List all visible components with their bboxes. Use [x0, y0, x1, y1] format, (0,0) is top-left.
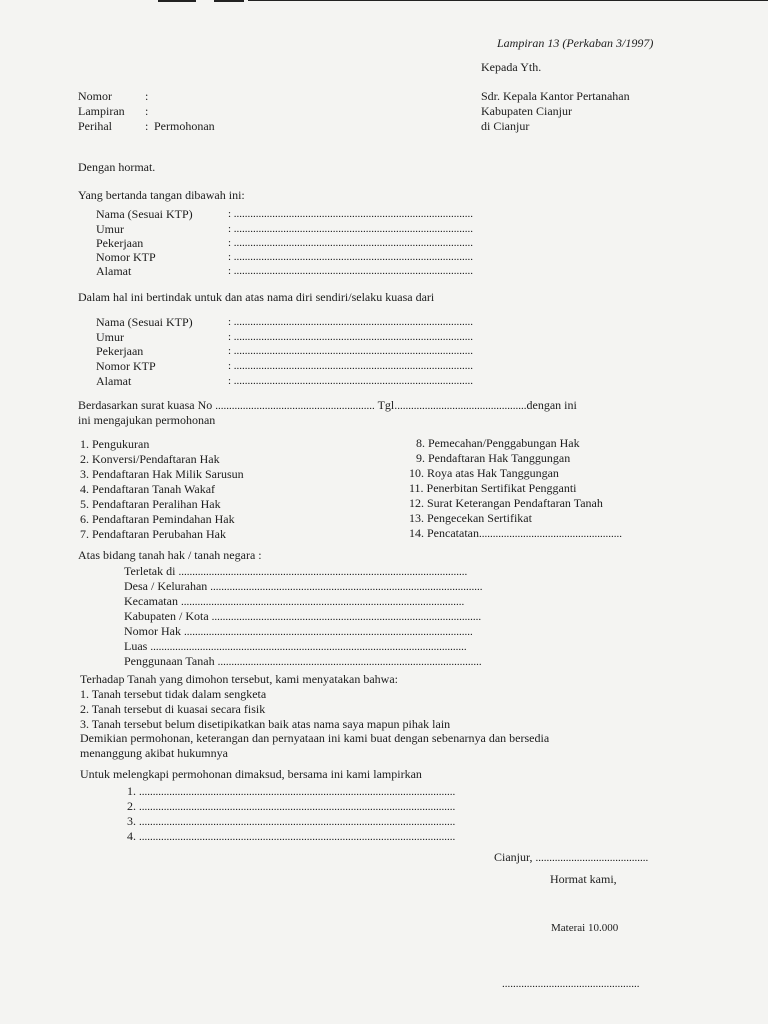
service-item: 13. Pengecekan Sertifikat: [409, 511, 532, 525]
meta-label: Perihal: [78, 119, 112, 133]
attachment-item: [127, 814, 455, 829]
sign-place: [494, 850, 648, 865]
greeting: Dengan hormat.: [78, 160, 156, 174]
attachment-item: [127, 784, 455, 799]
statement-item: 3. Tanah tersebut belum disetipikatkan baik atas nama saya mapun pihak lain: [80, 717, 451, 731]
land-fill-line[interactable]: .........................................................................................................: [178, 566, 468, 578]
signer-fill-line[interactable]: : .......................................................................................: [228, 265, 474, 277]
attachment-intro: Untuk melengkapi permohonan dimaksud, bersama ini kami lampirkan: [80, 767, 422, 781]
attachment-number: 1.: [127, 784, 136, 798]
service-item: 10. Roya atas Hak Tanggungan: [409, 466, 559, 480]
land-field: [124, 579, 483, 594]
land-field-label: Nomor Hak: [124, 624, 181, 638]
land-fill-line[interactable]: .......................................................................................................: [180, 596, 465, 608]
meta-label: Lampiran: [78, 104, 125, 118]
statement-item: 1. Tanah tersebut tidak dalam sengketa: [80, 687, 267, 701]
attachment-number: 4.: [127, 829, 136, 843]
proxy-fill-line[interactable]: : .......................................................................................: [228, 316, 474, 328]
land-field: [124, 624, 473, 639]
service-item: 3. Pendaftaran Hak Milik Sarusun: [80, 467, 244, 481]
sign-place-label: Cianjur,: [494, 850, 533, 864]
stamp-label: Materai 10.000: [551, 922, 619, 934]
proxy-field-label: Alamat: [96, 374, 132, 388]
scan-mark: [214, 0, 244, 2]
basis-line-2: ini mengajukan permohonan: [78, 413, 216, 427]
land-fill-line[interactable]: ................................................................................................: [217, 656, 482, 668]
service-item: 8. Pemecahan/Penggabungan Hak: [416, 436, 580, 450]
recipient-line: Sdr. Kepala Kantor Pertanahan: [481, 89, 630, 103]
signer-field-label: Nomor KTP: [96, 250, 156, 264]
meta-colon: :: [145, 104, 149, 118]
meta-label: Nomor: [78, 89, 112, 103]
proxy-fill-line[interactable]: : .......................................................................................: [228, 360, 474, 372]
scan-mark: [248, 0, 768, 1]
land-fill-line[interactable]: ...................................................................................................: [210, 581, 483, 593]
service-item: 9. Pendaftaran Hak Tanggungan: [416, 451, 571, 465]
closing-line: Demikian permohonan, keterangan dan pernyataan ini kami buat dengan sebenarnya dan bersedia: [80, 731, 550, 745]
service-item-with-fill: [409, 526, 622, 541]
land-fill-line[interactable]: ..................................................................................................: [211, 611, 482, 623]
attachment-item: [127, 799, 455, 814]
attachment-fill-line[interactable]: ...................................................................................................................: [139, 816, 456, 828]
attachment-fill-line[interactable]: ...................................................................................................................: [139, 831, 456, 843]
signer-fill-line[interactable]: : .......................................................................................: [228, 223, 474, 235]
basis-number-fill[interactable]: ..........................................................: [215, 400, 375, 412]
service-item: 11. Penerbitan Sertifikat Pengganti: [409, 481, 577, 495]
meta-colon: :: [145, 89, 149, 103]
signer-fill-line[interactable]: : .......................................................................................: [228, 251, 474, 263]
basis-suffix: dengan ini: [526, 398, 577, 412]
signature-line[interactable]: ..................................................: [502, 978, 640, 990]
attachment-reference: Lampiran 13 (Perkaban 3/1997): [497, 36, 654, 50]
proxy-field-label: Umur: [96, 330, 124, 344]
statement-item: 2. Tanah tersebut di kuasai secara fisik: [80, 702, 266, 716]
basis-prefix: Berdasarkan surat kuasa No: [78, 398, 213, 412]
land-field: [124, 564, 467, 579]
land-intro: Atas bidang tanah hak / tanah negara :: [78, 548, 262, 562]
proxy-fill-line[interactable]: : .......................................................................................: [228, 331, 474, 343]
to-greeting: Kepada Yth.: [481, 60, 542, 74]
land-fill-line[interactable]: ...................................................................................................................: [150, 641, 467, 653]
basis-date-fill[interactable]: ...............................................: [397, 400, 527, 412]
statement-intro: Terhadap Tanah yang dimohon tersebut, kami menyatakan bahwa:: [80, 672, 398, 686]
attachment-number: 2.: [127, 799, 136, 813]
service-item: 4. Pendaftaran Tanah Wakaf: [80, 482, 216, 496]
signer-fill-line[interactable]: : .......................................................................................: [228, 237, 474, 249]
attachment-item: [127, 829, 455, 844]
land-field-label: Terletak di: [124, 564, 176, 578]
closing-line: menanggung akibat hukumnya: [80, 746, 228, 760]
recipient-line: di Cianjur: [481, 119, 530, 133]
signer-field-label: Umur: [96, 222, 124, 236]
sign-regards: Hormat kami,: [550, 872, 617, 886]
service-item: 7. Pendaftaran Perubahan Hak: [80, 527, 226, 541]
land-field-label: Penggunaan Tanah: [124, 654, 215, 668]
attachment-fill-line[interactable]: ...................................................................................................................: [139, 786, 456, 798]
land-field-label: Kecamatan: [124, 594, 178, 608]
service-item: 1. Pengukuran: [80, 437, 150, 451]
land-field-label: Desa / Kelurahan: [124, 579, 208, 593]
land-field: [124, 654, 482, 669]
meta-value: Permohonan: [154, 119, 215, 133]
proxy-fill-line[interactable]: : .......................................................................................: [228, 345, 474, 357]
signer-field-label: Pekerjaan: [96, 236, 144, 250]
attachment-number: 3.: [127, 814, 136, 828]
land-field-label: Kabupaten / Kota: [124, 609, 209, 623]
meta-colon: :: [145, 119, 149, 133]
basis-tgl: Tgl.: [377, 398, 398, 412]
service-item: 5. Pendaftaran Peralihan Hak: [80, 497, 221, 511]
proxy-field-label: Nama (Sesuai KTP): [96, 315, 193, 329]
signer-field-label: Alamat: [96, 264, 132, 278]
land-field: [124, 639, 467, 654]
land-field-label: Luas: [124, 639, 148, 653]
signer-fill-line[interactable]: : .......................................................................................: [228, 208, 474, 220]
land-field: [124, 609, 481, 624]
land-fill-line[interactable]: .........................................................................................................: [184, 626, 473, 638]
recipient-line: Kabupaten Cianjur: [481, 104, 572, 118]
service-item: 14. Pencatatan: [409, 526, 479, 540]
proxy-field-label: Nomor KTP: [96, 359, 156, 373]
proxy-field-label: Pekerjaan: [96, 344, 144, 358]
attachment-fill-line[interactable]: ...................................................................................................................: [139, 801, 456, 813]
service-fill-line[interactable]: ....................................................: [478, 528, 622, 540]
basis-line: [78, 398, 577, 413]
proxy-intro: Dalam hal ini bertindak untuk dan atas nama diri sendiri/selaku kuasa dari: [78, 290, 435, 304]
proxy-fill-line[interactable]: : .......................................................................................: [228, 375, 474, 387]
scan-mark: [158, 0, 196, 2]
service-item: 12. Surat Keterangan Pendaftaran Tanah: [409, 496, 603, 510]
sign-date-fill[interactable]: .........................................: [535, 852, 649, 864]
signer-field-label: Nama (Sesuai KTP): [96, 207, 193, 221]
service-item: 2. Konversi/Pendaftaran Hak: [80, 452, 220, 466]
land-field: [124, 594, 464, 609]
signer-intro: Yang bertanda tangan dibawah ini:: [78, 188, 245, 202]
service-item: 6. Pendaftaran Pemindahan Hak: [80, 512, 235, 526]
